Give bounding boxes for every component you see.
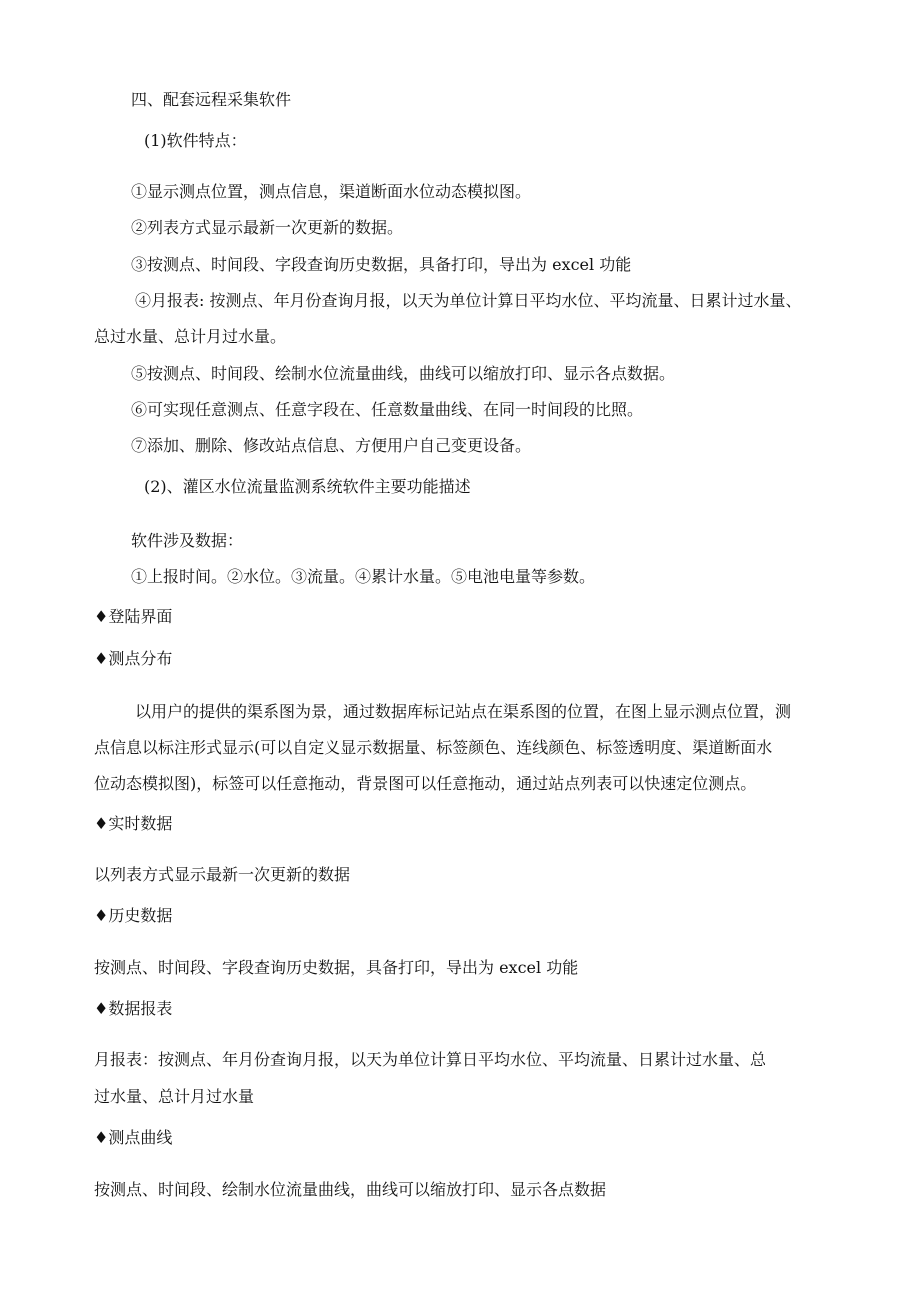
report-text: 过水量、总计月过水量: [94, 1087, 255, 1106]
section-curve: ♦测点曲线: [94, 1128, 173, 1147]
distribution-text: 位动态模拟图)，标签可以任意拖动，背景图可以任意拖动，通过站点列表可以快速定位测点。: [94, 774, 757, 793]
section-history: ♦历史数据: [94, 906, 173, 925]
section-distribution: ♦测点分布: [94, 649, 173, 668]
section-login: ♦登陆界面: [94, 607, 173, 626]
subheading-features: (1)软件特点：: [144, 131, 247, 150]
distribution-text: 以用户的提供的渠系图为景，通过数据库标记站点在渠系图的位置，在图上显示测点位置，测: [135, 702, 792, 721]
section-realtime: ♦实时数据: [94, 814, 173, 833]
feature-item: ⑦添加、删除、修改站点信息、方便用户自己变更设备。: [131, 436, 532, 455]
feature-item: ①显示测点位置，测点信息，渠道断面水位动态模拟图。: [131, 182, 532, 201]
report-text: 月报表：按测点、年月份查询月报，以天为单位计算日平均水位、平均流量、日累计过水量、总: [94, 1050, 767, 1069]
feature-item-continuation: 总过水量、总计月过水量。: [94, 327, 287, 346]
section-heading: 四、配套远程采集软件: [131, 90, 292, 109]
subheading-functions: (2)、灌区水位流量监测系统软件主要功能描述: [144, 477, 471, 496]
feature-item: ③按测点、时间段、字段查询历史数据，具备打印，导出为 excel 功能: [131, 255, 632, 274]
feature-item: ⑥可实现任意测点、任意字段在、任意数量曲线、在同一时间段的比照。: [131, 400, 644, 419]
distribution-text: 点信息以标注形式显示(可以自定义显示数据量、标签颜色、连线颜色、标签透明度、渠道断面水: [94, 738, 773, 757]
feature-item: ④月报表: 按测点、年月份查询月报，以天为单位计算日平均水位、平均流量、日累计过水量、: [135, 291, 802, 310]
curve-text: 按测点、时间段、绘制水位流量曲线，曲线可以缩放打印、显示各点数据: [94, 1180, 607, 1199]
history-text: 按测点、时间段、字段查询历史数据，具备打印，导出为 excel 功能: [94, 958, 579, 977]
data-label: 软件涉及数据：: [131, 531, 244, 550]
feature-item: ⑤按测点、时间段、绘制水位流量曲线，曲线可以缩放打印、显示各点数据。: [131, 364, 676, 383]
feature-item: ②列表方式显示最新一次更新的数据。: [131, 218, 404, 237]
realtime-text: 以列表方式显示最新一次更新的数据: [94, 865, 351, 884]
section-report: ♦数据报表: [94, 999, 173, 1018]
data-items: ①上报时间。②水位。③流量。④累计水量。⑤电池电量等参数。: [131, 567, 596, 586]
